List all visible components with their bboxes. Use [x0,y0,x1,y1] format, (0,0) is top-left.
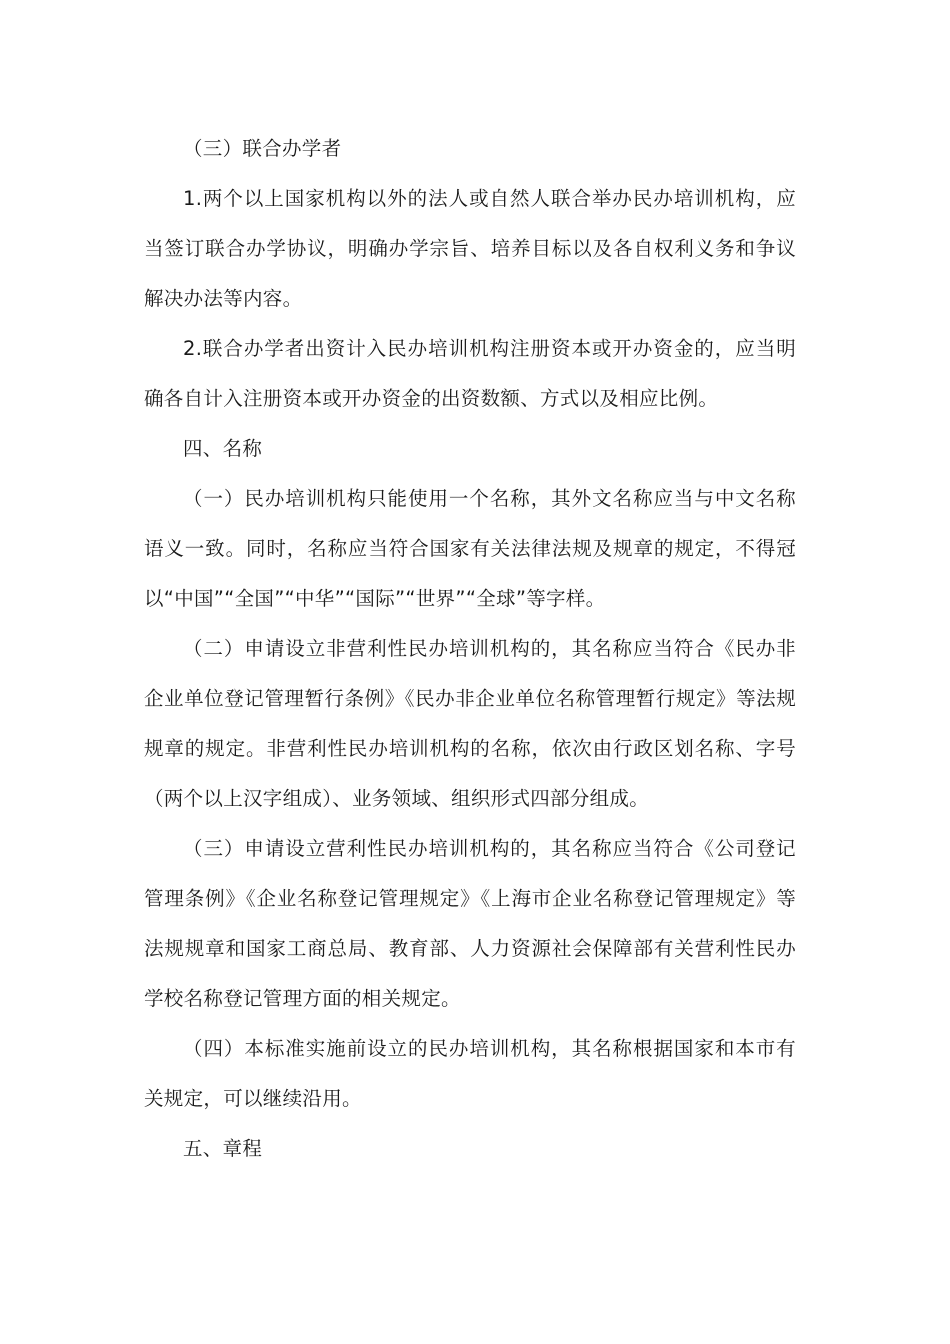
paragraph-name-single: （一）民办培训机构只能使用一个名称，其外文名称应当与中文名称语义一致。同时，名称应当符合国家有关法律法规及规章的规定，不得冠以“中国”“全国”“中华”“国际”“世界”“全球”等字样。 [144,487,796,610]
paragraph-name-nonprofit: （二）申请设立非营利性民办培训机构的，其名称应当符合《民办非企业单位登记管理暂行条例》《民办非企业单位名称管理暂行规定》等法规规章的规定。非营利性民办培训机构的名称，依次由行政区划名称、字号（两个以上汉字组成）、业务领域、组织形式四部分组成。 [144,637,796,810]
paragraph-joint-capital: 2.联合办学者出资计入民办培训机构注册资本或开办资金的，应当明确各自计入注册资本或开办资金的出资数额、方式以及相应比例。 [144,337,796,410]
section-heading-name: 四、名称 [183,437,263,460]
subsection-heading-joint-founders: （三）联合办学者 [183,137,342,160]
paragraph-joint-agreement: 1.两个以上国家机构以外的法人或自然人联合举办民办培训机构，应当签订联合办学协议，明确办学宗旨、培养目标以及各自权利义务和争议解决办法等内容。 [144,187,796,310]
paragraph-name-existing: （四）本标准实施前设立的民办培训机构，其名称根据国家和本市有关规定，可以继续沿用。 [144,1037,796,1110]
document-page [144,124,796,1174]
section-heading-charter: 五、章程 [183,1137,263,1160]
paragraph-name-forprofit: （三）申请设立营利性民办培训机构的，其名称应当符合《公司登记管理条例》《企业名称登记管理规定》《上海市企业名称登记管理规定》等法规规章和国家工商总局、教育部、人力资源社会保障部有关营利性民办学校名称登记管理方面的相关规定。 [144,837,796,1010]
